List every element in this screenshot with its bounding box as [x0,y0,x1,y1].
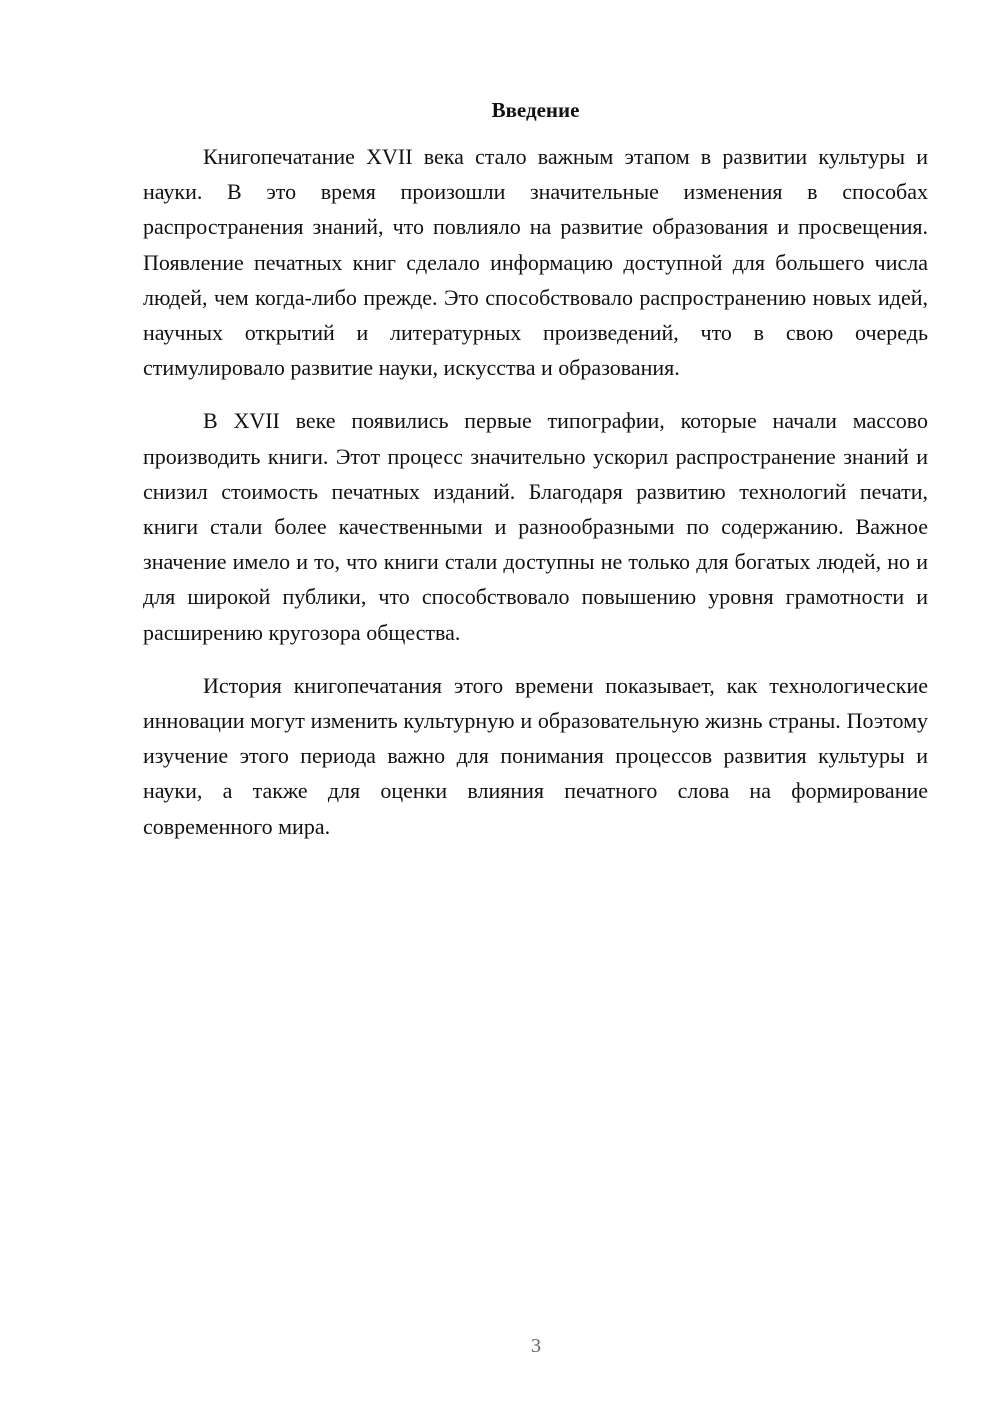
page-number: 3 [531,1335,541,1357]
paragraph-2: В XVII веке появились первые типографии, которые начали массово производить книги. Этот процесс значительно ускорил распространение знаний и снизил стоимость печатных изданий. Благодаря развитию технологий печати, книги стали более качественными и разнообразными по содержанию. Важное значение имело и то, что книги стали доступны не только для богатых людей, но и для широкой публики, что способствовало повышению уровня грамотности и расширению кругозора общества. [143,408,928,645]
section-heading: Введение [491,98,580,122]
paragraph-1: Книгопечатание XVII века стало важным этапом в развитии культуры и науки. В это время произошли значительные изменения в способах распространения знаний, что повлияло на развитие образования и просвещения. Появление печатных книг сделало информацию доступной для большего числа людей, чем когда-либо прежде. Это способствовало распространению новых идей, научных открытий и литературных произведений, что в свою очередь стимулировало развитие науки, искусства и образования. [143,144,928,381]
page-content [143,93,928,862]
paragraph-3: История книгопечатания этого времени показывает, как технологические инновации могут изменить культурную и образовательную жизнь страны. Поэтому изучение этого периода важно для понимания процессов развития культуры и науки, а также для оценки влияния печатного слова на формирование современного мира. [143,672,928,839]
